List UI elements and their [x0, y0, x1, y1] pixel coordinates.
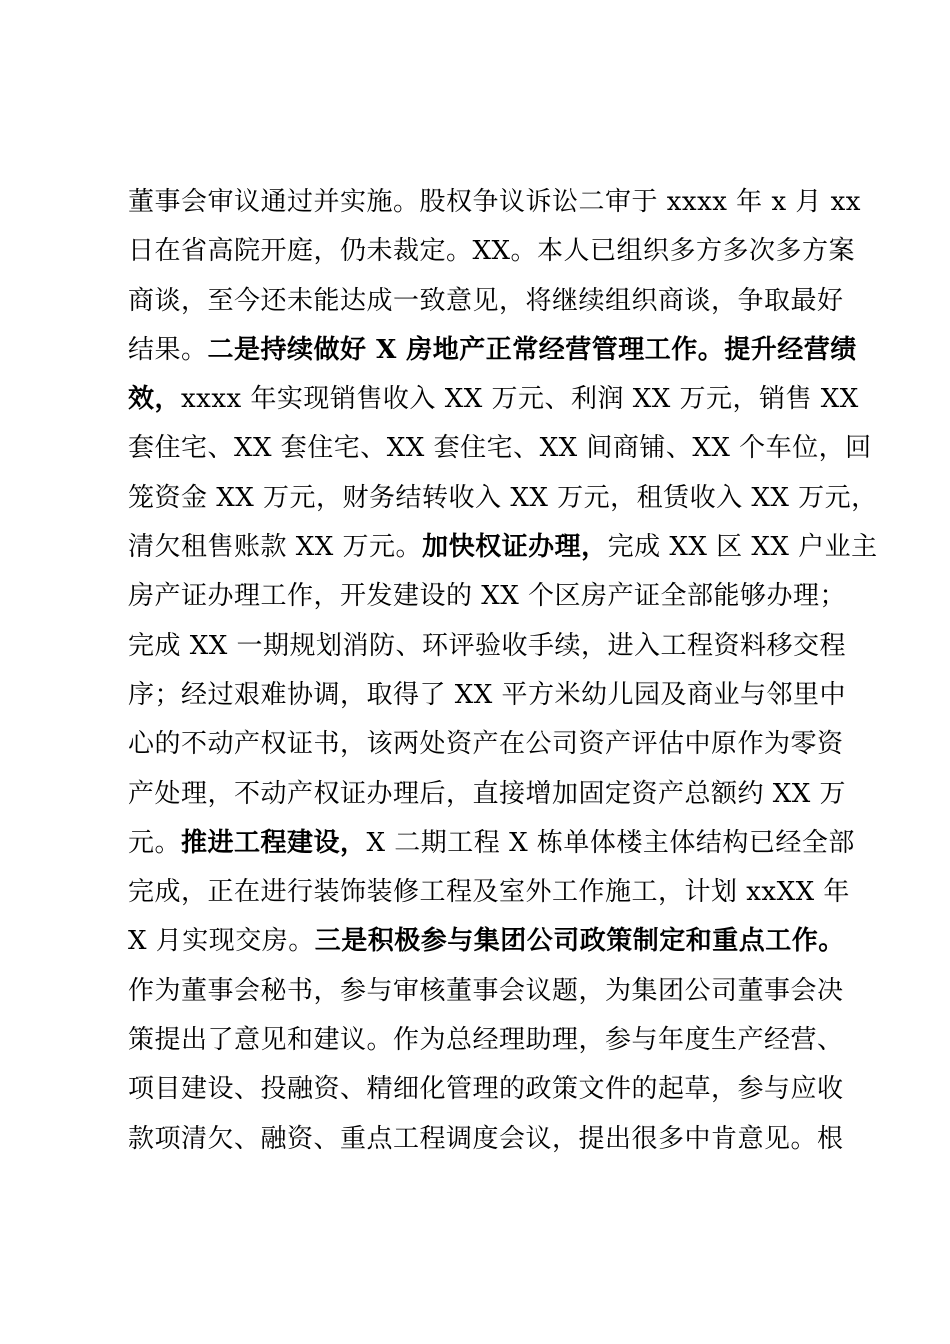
text-line: [128, 720, 844, 769]
text-run: 作为董事会秘书，参与审核董事会议题，为集团公司董事会决: [128, 975, 844, 1006]
text-line: [128, 178, 861, 227]
text-run: 商谈，至今还未能达成一致意见，将继续组织商谈，争取最好: [128, 285, 844, 316]
bold-heading-run: 推进工程建设，: [181, 827, 367, 858]
text-line: [128, 523, 878, 572]
text-line: [128, 770, 847, 819]
text-line: [128, 868, 850, 917]
text-line: [128, 917, 845, 966]
text-line: [128, 424, 872, 473]
text-run: 完成，正在进行装饰装修工程及室外工作施工，计划 xxXX 年: [128, 877, 850, 908]
text-run: 笼资金 XX 万元，财务结转收入 XX 万元，租赁收入 XX 万元，: [128, 482, 878, 513]
text-run: 结果。: [128, 334, 208, 365]
body-paragraph: [128, 178, 878, 1164]
text-run: 产处理，不动产权证办理后，直接增加固定资产总额约 XX 万: [128, 778, 847, 809]
text-line: [128, 1016, 844, 1065]
bold-heading-run: 三是积极参与集团公司政策制定和重点工作。: [314, 926, 845, 957]
text-run: 完成 XX 区 XX 户业主: [607, 532, 878, 563]
text-line: [128, 622, 847, 671]
text-run: 完成 XX 一期规划消防、环评验收手续，进入工程资料移交程: [128, 630, 847, 661]
text-run: 套住宅、XX 套住宅、XX 套住宅、XX 间商铺、XX 个车位，回: [128, 433, 872, 464]
text-line: [128, 1065, 844, 1114]
text-run: xxxx 年实现销售收入 XX 万元、利润 XX 万元，销售 XX: [181, 384, 859, 415]
text-run: 项目建设、投融资、精细化管理的政策文件的起草，参与应收: [128, 1074, 844, 1105]
text-line: [128, 572, 847, 621]
text-run: 清欠租售账款 XX 万元。: [128, 532, 423, 563]
text-line: [128, 227, 856, 276]
bold-heading-run: 二是持续做好 X 房地产正常经营管理工作。提升经营绩: [207, 334, 857, 365]
text-line: [128, 967, 844, 1016]
text-line: [128, 375, 859, 424]
text-run: 房产证办理工作，开发建设的 XX 个区房产证全部能够办理；: [128, 581, 847, 612]
text-run: 元。: [128, 827, 182, 858]
text-run: 董事会审议通过并实施。股权争议诉讼二审于 xxxx 年 x 月 xx: [128, 187, 861, 217]
text-run: 策提出了意见和建议。作为总经理助理，参与年度生产经营、: [128, 1025, 844, 1056]
text-line: [128, 1115, 844, 1164]
text-run: 序；经过艰难协调，取得了 XX 平方米幼儿园及商业与邻里中: [128, 679, 847, 710]
text-line: [128, 277, 844, 326]
bold-heading-run: 加快权证办理，: [422, 532, 608, 563]
text-line: [128, 474, 878, 523]
text-run: 款项清欠、融资、重点工程调度会议，提出很多中肯意见。根: [128, 1123, 844, 1154]
text-run: X 月实现交房。: [128, 926, 315, 957]
text-line: [128, 819, 855, 868]
text-line: [128, 671, 847, 720]
text-run: 日在省高院开庭，仍未裁定。XX。本人已组织多方多次多方案: [128, 236, 856, 267]
bold-heading-run: 效，: [128, 384, 182, 415]
text-run: 心的不动产权证书，该两处资产在公司资产评估中原作为零资: [128, 729, 844, 760]
text-run: X 二期工程 X 栋单体楼主体结构已经全部: [366, 827, 855, 858]
text-line: [128, 326, 857, 375]
